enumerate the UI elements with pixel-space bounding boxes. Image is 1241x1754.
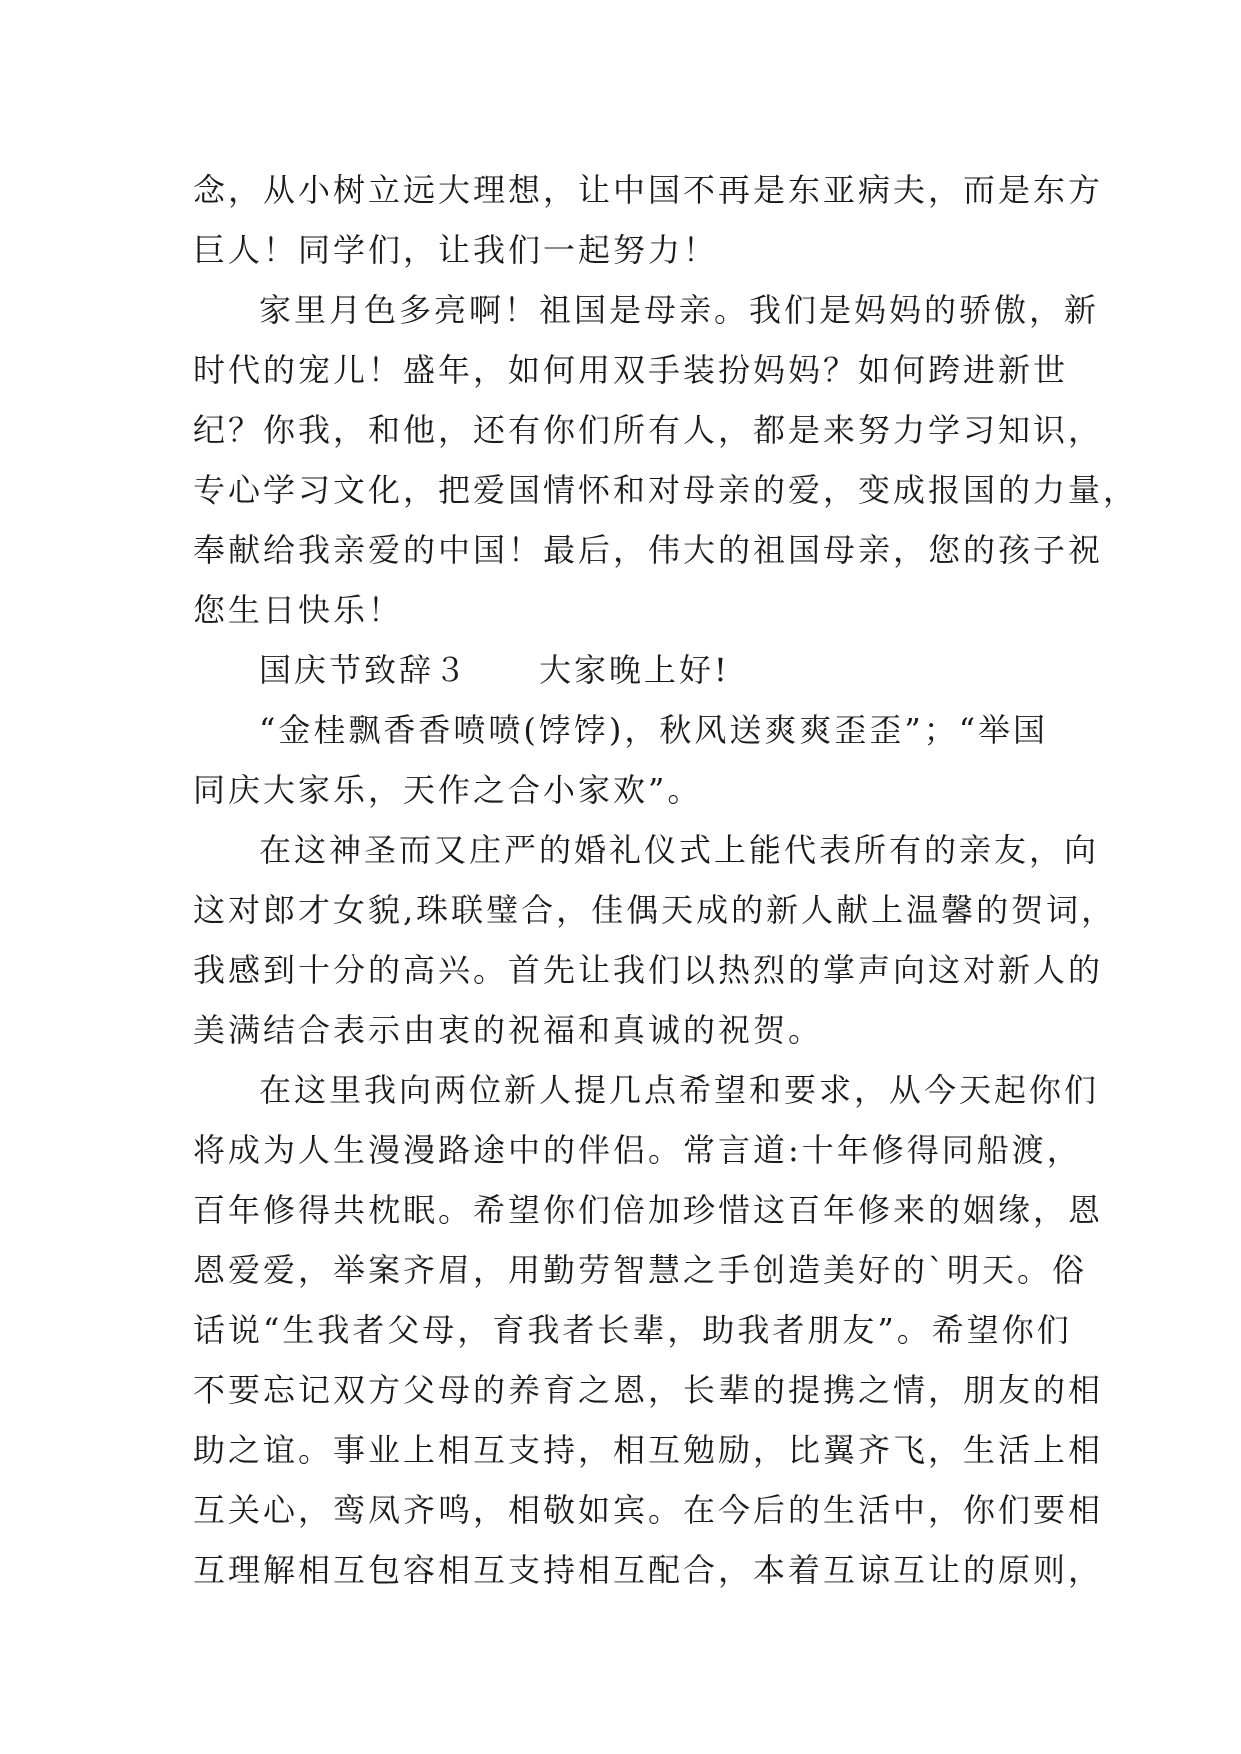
text-line: 我感到十分的高兴。首先让我们以热烈的掌声向这对新人的 bbox=[193, 951, 1104, 989]
text-line: 念，从小树立远大理想，让中国不再是东亚病夫，而是东方 bbox=[193, 171, 1104, 209]
paragraph-first-line: “金桂飘香香喷喷(饽饽)，秋风送爽爽歪歪”；“举国 bbox=[259, 711, 1049, 749]
text-line: 这对郎才女貌,珠联璧合，佳偶天成的新人献上温馨的贺词， bbox=[193, 891, 1117, 929]
text-line: 将成为人生漫漫路途中的伴侣。常言道:十年修得同船渡， bbox=[193, 1131, 1082, 1169]
text-line: 话说“生我者父母，育我者长辈，助我者朋友”。希望你们 bbox=[193, 1311, 1072, 1349]
text-line: 巨人！同学们，让我们一起努力！ bbox=[193, 231, 719, 269]
document-body bbox=[193, 160, 1139, 1600]
text-line: 同庆大家乐，天作之合小家欢”。 bbox=[193, 771, 703, 809]
text-line: 时代的宠儿！盛年，如何用双手装扮妈妈？如何跨进新世 bbox=[193, 351, 1069, 389]
text-line: 百年修得共枕眠。希望你们倍加珍惜这百年修来的姻缘，恩 bbox=[193, 1191, 1104, 1229]
text-line: 美满结合表示由衷的祝福和真诚的祝贺。 bbox=[193, 1011, 824, 1049]
paragraph-first-line: 家里月色多亮啊！祖国是母亲。我们是妈妈的骄傲，新 bbox=[259, 291, 1100, 329]
text-line: 纪？你我，和他，还有你们所有人，都是来努力学习知识， bbox=[193, 411, 1104, 449]
text-line: 互理解相互包容相互支持相互配合，本着互谅互让的原则， bbox=[193, 1551, 1104, 1589]
text-line: 奉献给我亲爱的中国！最后，伟大的祖国母亲，您的孩子祝 bbox=[193, 531, 1104, 569]
paragraph-first-line: 在这神圣而又庄严的婚礼仪式上能代表所有的亲友，向 bbox=[259, 831, 1100, 869]
text-line: 恩爱爱，举案齐眉，用勤劳智慧之手创造美好的`明天。俗 bbox=[193, 1251, 1088, 1289]
text-line: 专心学习文化，把爱国情怀和对母亲的爱，变成报国的力量， bbox=[193, 471, 1139, 509]
paragraph-first-line: 在这里我向两位新人提几点希望和要求，从今天起你们 bbox=[259, 1071, 1100, 1109]
text-line: 助之谊。事业上相互支持，相互勉励，比翼齐飞，生活上相 bbox=[193, 1431, 1104, 1469]
text-line: 您生日快乐！ bbox=[193, 591, 404, 629]
text-line: 不要忘记双方父母的养育之恩，长辈的提携之情，朋友的相 bbox=[193, 1371, 1104, 1409]
text-line: 互关心，鸾凤齐鸣，相敬如宾。在今后的生活中，你们要相 bbox=[193, 1491, 1104, 1529]
section-heading: 国庆节致辞３ 大家晚上好! bbox=[259, 651, 730, 689]
